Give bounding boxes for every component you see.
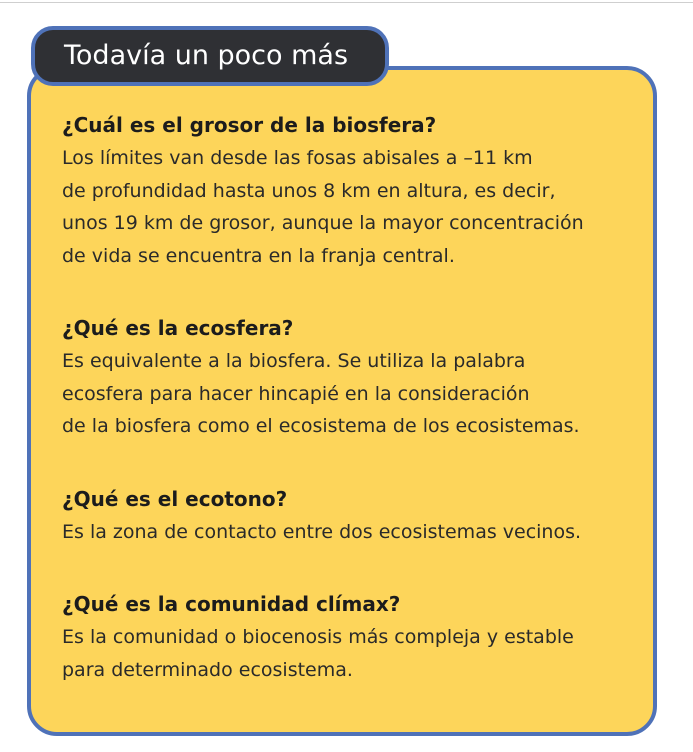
section-ecosphere xyxy=(62,312,642,443)
section-biosphere-thickness xyxy=(62,109,642,272)
question-heading: ¿Qué es el ecotono? xyxy=(62,486,288,511)
section-climax-community xyxy=(62,588,642,686)
answer-line: Los límites van desde las fosas abisales a –11 km xyxy=(62,147,533,169)
answer-line: de vida se encuentra en la franja central. xyxy=(62,244,455,267)
answer-line: de la biosfera como el ecosistema de los ecosistemas. xyxy=(62,415,580,437)
answer-line: ecosfera para hacer hincapié en la consideración xyxy=(62,382,530,405)
box-title: Todavía un poco más xyxy=(64,40,349,71)
answer-line: Es la zona de contacto entre dos ecosistemas vecinos. xyxy=(62,520,582,543)
answer-line: Es equivalente a la biosfera. Se utiliza la palabra xyxy=(62,350,526,372)
answer-line: Es la comunidad o biocenosis más compleja y estable xyxy=(62,626,574,648)
answer-line: unos 19 km de grosor, aunque la mayor concentración xyxy=(62,212,584,234)
question-heading: ¿Qué es la comunidad clímax? xyxy=(62,592,401,616)
top-divider xyxy=(0,2,693,3)
question-heading: ¿Cuál es el grosor de la biosfera? xyxy=(62,113,437,137)
section-ecotone xyxy=(62,483,642,549)
answer-line: de profundidad hasta unos 8 km en altura, es decir, xyxy=(62,179,556,202)
content-area xyxy=(62,109,642,686)
question-heading: ¿Qué es la ecosfera? xyxy=(62,316,294,340)
answer-line: para determinado ecosistema. xyxy=(62,658,353,681)
